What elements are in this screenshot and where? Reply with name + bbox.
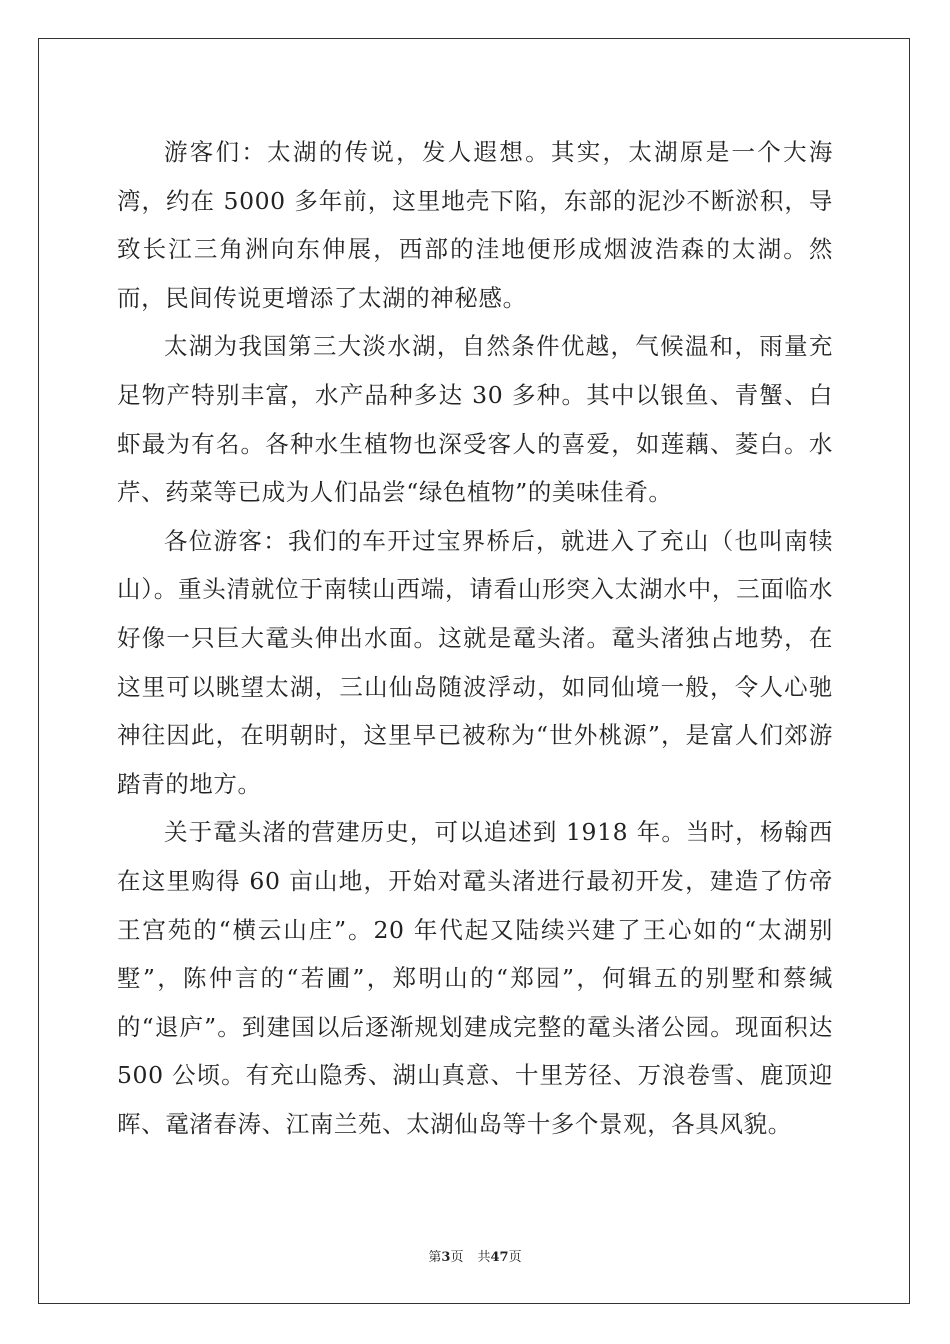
total-prefix: 共 xyxy=(477,1250,491,1265)
paragraph: 太湖为我国第三大淡水湖，自然条件优越，气候温和，雨量充足物产特别丰富，水产品种多达 30 多种。其中以银鱼、青蟹、白虾最为有名。各种水生植物也深受客人的喜爱，如莲藕、菱白。水芹、药菜等已成为人们品尝“绿色植物”的美味佳肴。 xyxy=(117,332,833,507)
total-unit: 页 xyxy=(508,1250,522,1265)
page-current: 3 xyxy=(441,1250,451,1265)
page-footer xyxy=(0,1246,950,1265)
page-total: 47 xyxy=(490,1250,509,1265)
page-unit: 页 xyxy=(450,1250,464,1265)
document-body xyxy=(117,128,833,1148)
page-prefix: 第 xyxy=(428,1250,442,1265)
paragraph: 各位游客：我们的车开过宝界桥后，就进入了充山（也叫南犊山）。重头清就位于南犊山西端，请看山形突入太湖水中，三面临水好像一只巨大鼋头伸出水面。这就是鼋头渚。鼋头渚独占地势，在这里可以眺望太湖，三山仙岛随波浮动，如同仙境一般，令人心驰神往因此，在明朝时，这里早已被称为“世外桃源”，是富人们郊游踏青的地方。 xyxy=(117,526,833,798)
paragraph: 游客们：太湖的传说，发人遐想。其实，太湖原是一个大海湾，约在 5000 多年前，这里地壳下陷，东部的泥沙不断淤积，导致长江三角洲向东伸展，西部的洼地便形成烟波浩森的太湖。然而，民间传说更增添了太湖的神秘感。 xyxy=(117,138,833,312)
paragraph: 关于鼋头渚的营建历史，可以追述到 1918 年。当时，杨翰西在这里购得 60 亩山地，开始对鼋头渚进行最初开发，建造了仿帝王宫苑的“横云山庄”。20 年代起又陆续兴建了王心如的“太湖别墅”，陈仲言的“若圃”，郑明山的“郑园”，何辑五的别墅和蔡缄的“退庐”。到建国以后逐渐规划建成完整的鼋头渚公园。现面积达 500 公顷。有充山隐秀、湖山真意、十里芳径、万浪卷雪、鹿顶迎晖、鼋渚春涛、江南兰苑、太湖仙岛等十多个景观，各具风貌。 xyxy=(117,818,833,1138)
